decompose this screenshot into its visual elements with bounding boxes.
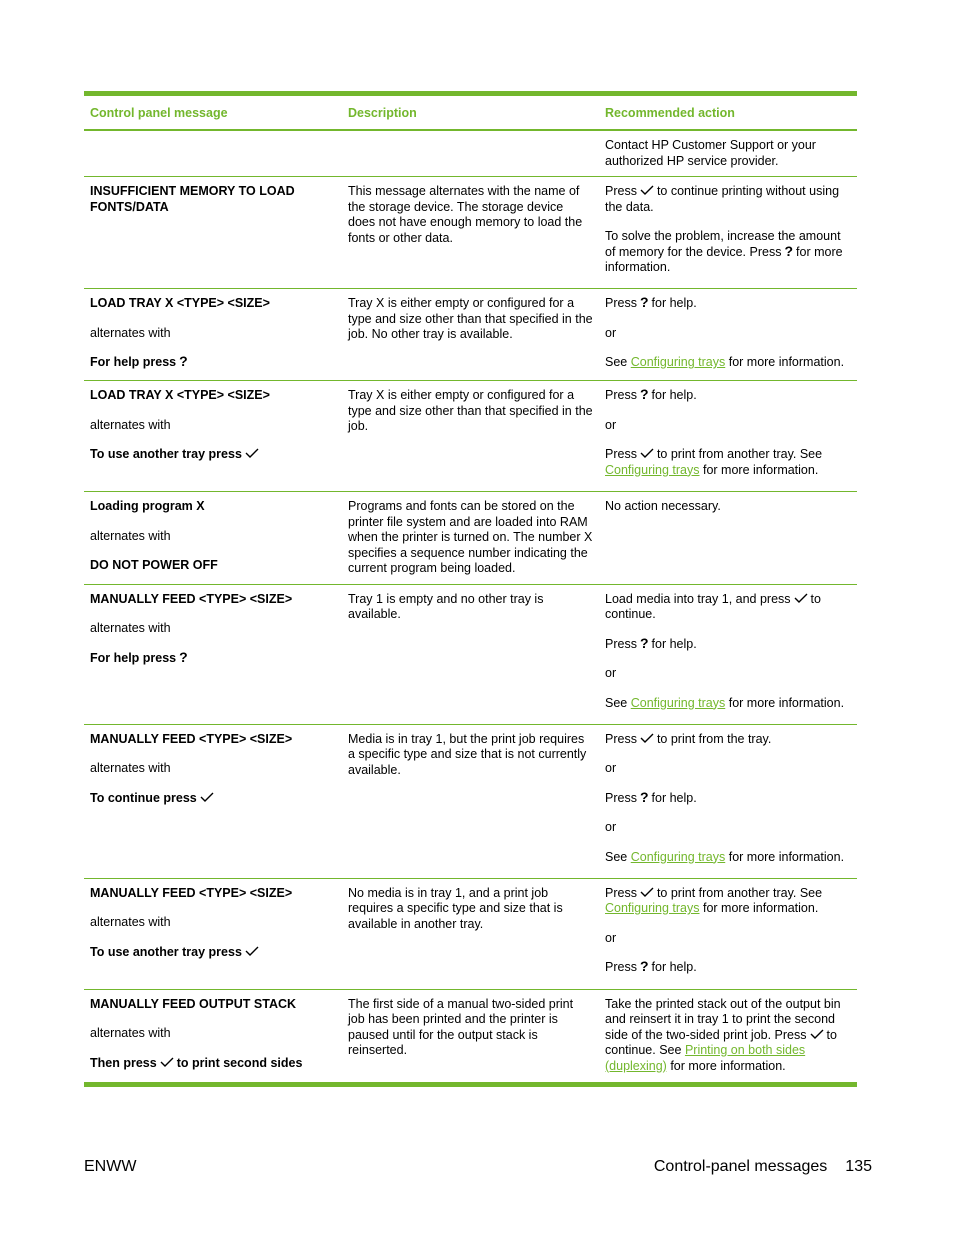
action-cell — [599, 289, 857, 381]
header-recommended-action: Recommended action — [605, 106, 735, 120]
action-text-part: for more information. — [670, 1058, 786, 1073]
table-row — [84, 177, 857, 289]
message-text: LOAD TRAY X <TYPE> <SIZE> — [90, 388, 270, 402]
checkmark-icon — [160, 1056, 174, 1068]
action-text-part: Press — [605, 296, 637, 310]
description-text: Programs and fonts can be stored on the printer file system and are loaded into RAM when the printer is turned on. The number X specifies a sequence number indicating the current program being loaded. — [348, 499, 593, 575]
action-cell — [599, 724, 857, 878]
message-text: Loading program X — [90, 499, 205, 513]
action-text-part: See — [605, 355, 628, 369]
action-text: or — [605, 761, 617, 775]
action-text-part: Take the printed stack out of the output bin and reinsert it in tray 1 to print the second side of the two-sided print job. Press — [605, 996, 841, 1042]
table-row — [84, 584, 857, 724]
action-text: Contact HP Customer Support or your authorized HP service provider. — [605, 138, 816, 168]
action-text-part: for help. — [651, 960, 697, 974]
table-row — [84, 492, 857, 585]
action-cell — [599, 584, 857, 724]
checkmark-icon — [640, 447, 654, 459]
message-text-part: To continue press — [90, 790, 197, 805]
description-text: The first side of a manual two-sided print job has been printed and the printer is paused until for the output stack is reinserted. — [348, 996, 574, 1057]
action-text — [605, 732, 851, 748]
description-text: This message alternates with the name of the storage device. The storage device does not have enough memory to load the fonts or other data. — [348, 184, 583, 245]
action-cell — [599, 989, 857, 1084]
control-panel-messages-table — [84, 91, 857, 1087]
configuring-trays-link[interactable]: Configuring trays — [630, 849, 726, 864]
description-text: Tray 1 is empty and no other tray is available. — [348, 591, 544, 621]
help-question-icon: ? — [639, 294, 649, 310]
action-text-part: to print from the tray. — [656, 731, 772, 746]
table-row — [84, 724, 857, 878]
message-cell — [84, 177, 342, 289]
message-text — [90, 355, 336, 371]
action-text: or — [605, 325, 617, 340]
action-text-part: Press — [605, 885, 637, 900]
action-text — [605, 388, 851, 404]
table-row — [84, 989, 857, 1084]
action-text: or — [605, 820, 617, 834]
action-text-part: for more information. — [728, 355, 845, 369]
configuring-trays-link[interactable]: Configuring trays — [605, 901, 700, 915]
action-text — [605, 997, 851, 1075]
description-cell — [342, 492, 599, 585]
footer-section: Control-panel messages — [653, 1158, 828, 1175]
action-text-part: Press — [605, 447, 637, 461]
help-question-icon: ? — [639, 958, 649, 974]
message-text-part: For help press — [90, 650, 177, 665]
action-text-part: Press — [605, 388, 637, 402]
checkmark-icon — [640, 184, 654, 196]
action-text-part: to print from another tray. See — [656, 885, 823, 900]
message-text: alternates with — [90, 528, 171, 543]
action-text — [605, 788, 851, 807]
action-cell — [599, 492, 857, 585]
table-header-row — [84, 94, 857, 131]
header-control-panel-message: Control panel message — [90, 106, 228, 120]
message-text-part: To use another tray press — [90, 944, 242, 959]
checkmark-icon — [245, 945, 259, 957]
printing-on-both-sides-link[interactable]: Printing on both sides (duplexing) — [605, 1043, 806, 1073]
action-text-part: for more information. — [605, 244, 843, 274]
description-text: Tray X is either empty or configured for a type and size other than that specified in the job. No other tray is available. — [348, 296, 593, 341]
help-question-icon: ? — [639, 634, 649, 651]
help-question-icon: ? — [639, 788, 649, 805]
message-text: alternates with — [90, 621, 171, 635]
action-text — [605, 886, 851, 917]
action-text-part: To solve the problem, increase the amount of memory for the device. Press — [605, 229, 841, 259]
description-cell — [342, 130, 599, 177]
checkmark-icon — [640, 732, 654, 744]
action-text-part: to continue printing without using the data. — [605, 184, 840, 214]
help-question-icon: ? — [639, 386, 649, 402]
action-text — [605, 229, 851, 276]
action-text-part: to continue. — [605, 591, 821, 621]
description-cell — [342, 177, 599, 289]
action-text-part: to print from another tray. See — [656, 447, 823, 461]
footer-right — [654, 1158, 872, 1176]
action-cell — [599, 130, 857, 177]
checkmark-icon — [200, 791, 214, 803]
message-text: MANUALLY FEED OUTPUT STACK — [90, 996, 297, 1011]
action-text-part: Press — [605, 184, 637, 198]
action-text-part: Press — [605, 731, 637, 746]
action-text — [605, 447, 851, 478]
message-text — [90, 791, 336, 807]
action-text-part: See — [605, 695, 628, 710]
action-cell — [599, 878, 857, 989]
action-text — [605, 184, 851, 215]
message-cell — [84, 381, 342, 492]
description-cell — [342, 989, 599, 1084]
checkmark-icon — [245, 447, 259, 459]
action-text-part: for more information. — [702, 901, 819, 915]
table-row — [84, 381, 857, 492]
action-text — [605, 592, 851, 623]
message-cell — [84, 878, 342, 989]
action-text — [605, 850, 851, 866]
action-text — [605, 696, 851, 712]
action-text — [605, 634, 851, 653]
message-text: DO NOT POWER OFF — [90, 558, 218, 572]
message-text: LOAD TRAY X <TYPE> <SIZE> — [90, 296, 270, 310]
action-text-part: Load media into tray 1, and press — [605, 591, 791, 606]
action-text-part: for more information. — [728, 849, 845, 864]
message-cell — [84, 989, 342, 1084]
action-text-part: for more information. — [728, 695, 845, 710]
action-text-part: to continue. See — [605, 1027, 837, 1057]
action-text — [605, 296, 851, 312]
message-text: alternates with — [90, 1026, 171, 1040]
description-cell — [342, 289, 599, 381]
description-text: No media is in tray 1, and a print job requires a specific type and size that is available in another tray. — [348, 885, 563, 931]
message-cell — [84, 130, 342, 177]
help-question-icon: ? — [179, 353, 188, 369]
action-text-part: for help. — [651, 790, 697, 805]
description-text: Tray X is either empty or configured for a type and size other than that specified in the job. — [348, 388, 593, 433]
footer-left: ENWW — [84, 1158, 137, 1175]
message-text — [90, 648, 336, 667]
action-text-part: See — [605, 849, 628, 864]
message-text: MANUALLY FEED <TYPE> <SIZE> — [90, 885, 293, 900]
help-question-icon: ? — [179, 648, 188, 665]
description-cell — [342, 878, 599, 989]
message-cell — [84, 584, 342, 724]
description-cell — [342, 584, 599, 724]
message-cell — [84, 724, 342, 878]
message-text — [90, 945, 336, 961]
message-text: alternates with — [90, 417, 171, 432]
action-text-part: Press — [605, 790, 637, 805]
message-text: MANUALLY FEED <TYPE> <SIZE> — [90, 731, 293, 746]
action-text-part: for help. — [651, 636, 697, 651]
action-text — [605, 960, 851, 976]
help-question-icon: ? — [784, 242, 794, 259]
configuring-trays-link[interactable]: Configuring trays — [605, 462, 700, 477]
action-text-part: Press — [605, 960, 637, 974]
message-cell — [84, 289, 342, 381]
message-cell — [84, 492, 342, 585]
message-text — [90, 447, 336, 463]
checkmark-icon — [640, 886, 654, 898]
action-text: or — [605, 666, 617, 680]
message-text: MANUALLY FEED <TYPE> <SIZE> — [90, 591, 293, 606]
table-row — [84, 878, 857, 989]
action-text-part: Press — [605, 636, 637, 651]
checkmark-icon — [810, 1028, 824, 1040]
table-row — [84, 289, 857, 381]
message-text-part: To use another tray press — [90, 447, 242, 461]
table-row — [84, 130, 857, 177]
message-text: alternates with — [90, 761, 171, 775]
action-text: No action necessary. — [605, 499, 721, 513]
action-text — [605, 355, 851, 371]
action-text: or — [605, 930, 617, 945]
message-text-part: to print second sides — [176, 1055, 303, 1070]
message-text: alternates with — [90, 915, 171, 929]
checkmark-icon — [794, 592, 808, 604]
description-cell — [342, 724, 599, 878]
page-number: 135 — [845, 1158, 872, 1175]
message-text — [90, 1056, 336, 1072]
description-text: Media is in tray 1, but the print job requires a specific type and size that is not currently available. — [348, 731, 587, 777]
action-text-part: for more information. — [702, 462, 819, 477]
description-cell — [342, 381, 599, 492]
message-text: alternates with — [90, 325, 171, 340]
action-text: or — [605, 417, 617, 432]
header-description: Description — [348, 106, 417, 120]
message-text-part: Then press — [90, 1055, 157, 1070]
action-text-part: for help. — [651, 388, 697, 402]
message-text: INSUFFICIENT MEMORY TO LOAD FONTS/DATA — [90, 184, 295, 214]
message-text-part: For help press — [90, 355, 177, 369]
configuring-trays-link[interactable]: Configuring trays — [630, 355, 726, 369]
action-text-part: for help. — [651, 296, 697, 310]
configuring-trays-link[interactable]: Configuring trays — [630, 695, 726, 710]
action-cell — [599, 177, 857, 289]
action-cell — [599, 381, 857, 492]
